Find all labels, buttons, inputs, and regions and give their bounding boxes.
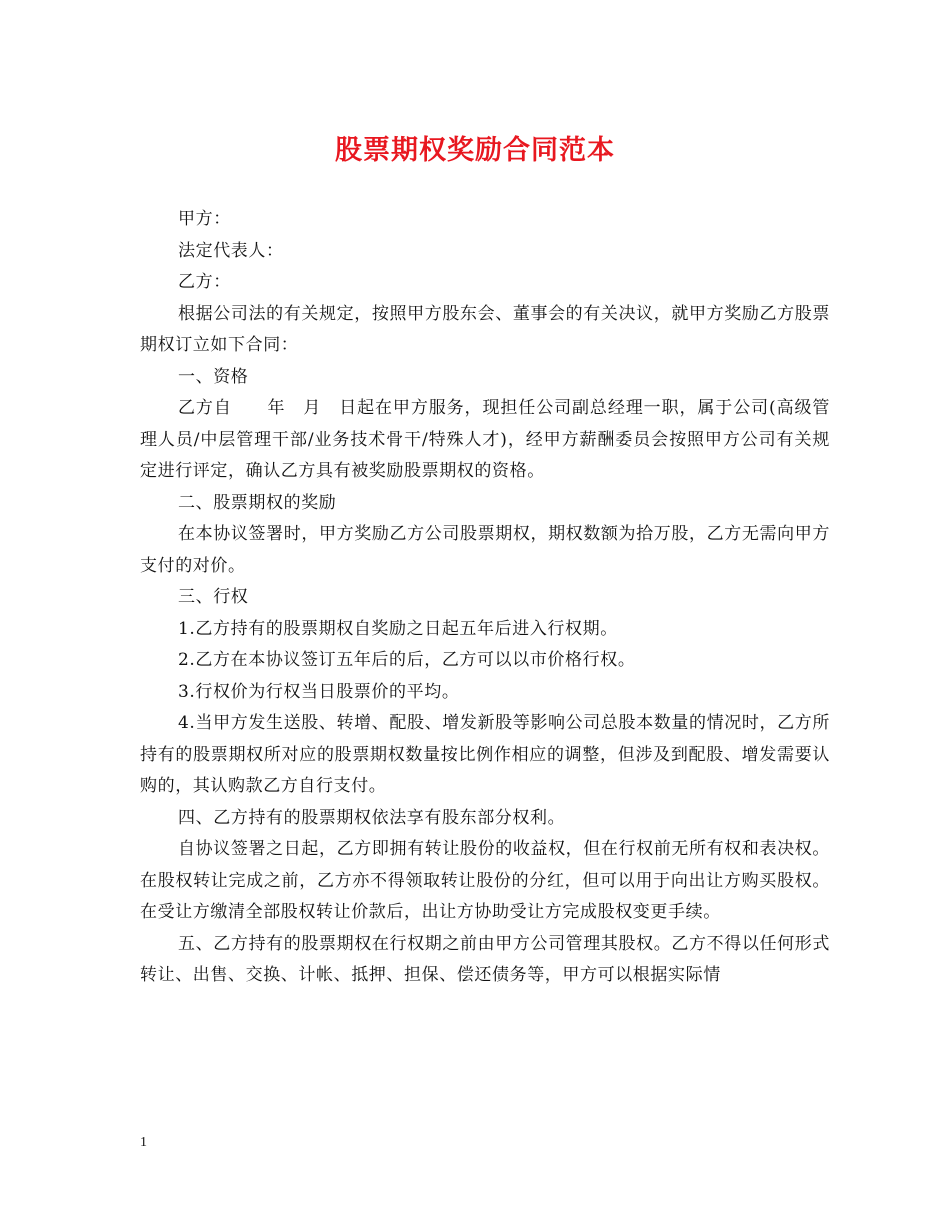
paragraph-party-b: 乙方：	[178, 272, 231, 292]
paragraph-exercise-4: 4.当甲方发生送股、转增、配股、增发新股等影响公司总股本数量的情况时，乙方所持有的股票期权所对应的股票期权数量按比例作相应的调整，但涉及到配股、增发需要认购的，其认购款乙方自行支付。	[140, 713, 830, 796]
section-heading-qualification: 一、资格	[178, 366, 249, 387]
section-heading-award: 二、股票期权的奖励	[178, 492, 337, 513]
document-title: 股票期权奖励合同范本	[335, 135, 615, 166]
paragraph-rights: 自协议签署之日起，乙方即拥有转让股份的收益权，但在行权前无所有权和表决权。在股权转让完成之前，乙方亦不得领取转让股份的分红，但可以用于向出让方购买股权。在受让方缴清全部股权转让价款后，出让方协助受让方完成股权变更手续。	[140, 839, 830, 922]
paragraph-preamble: 根据公司法的有关规定，按照甲方股东会、董事会的有关决议，就甲方奖励乙方股票期权订立如下合同：	[140, 303, 830, 355]
page-number: 1	[140, 1135, 147, 1150]
paragraph-exercise-2: 2.乙方在本协议签订五年后的后，乙方可以以市价格行权。	[178, 650, 636, 670]
paragraph-exercise-3: 3.行权价为行权当日股票价的平均。	[178, 681, 460, 702]
section-heading-rights: 四、乙方持有的股票期权依法享有股东部分权利。	[178, 807, 566, 828]
paragraph-management: 五、乙方持有的股票期权在行权期之前由甲方公司管理其股权。乙方不得以任何形式转让、出售、交换、计帐、抵押、担保、偿还债务等，甲方可以根据实际情	[140, 933, 830, 985]
paragraph-award: 在本协议签署时，甲方奖励乙方公司股票期权，期权数额为拾万股，乙方无需向甲方支付的对价。	[140, 524, 830, 576]
paragraph-qualification: 乙方自 年 月 日起在甲方服务，现担任公司副总经理一职，属于公司(高级管理人员/中层管理干部/业务技术骨干/特殊人才)，经甲方薪酬委员会按照甲方公司有关规定进行评定，确认乙方具有被奖励股票期权的资格。	[140, 398, 830, 481]
paragraph-party-a: 甲方：	[178, 209, 231, 229]
paragraph-exercise-1: 1.乙方持有的股票期权自奖励之日起五年后进入行权期。	[178, 618, 618, 639]
document-body	[140, 204, 830, 992]
section-heading-exercise: 三、行权	[178, 587, 249, 607]
paragraph-legal-representative: 法定代表人：	[178, 240, 284, 261]
